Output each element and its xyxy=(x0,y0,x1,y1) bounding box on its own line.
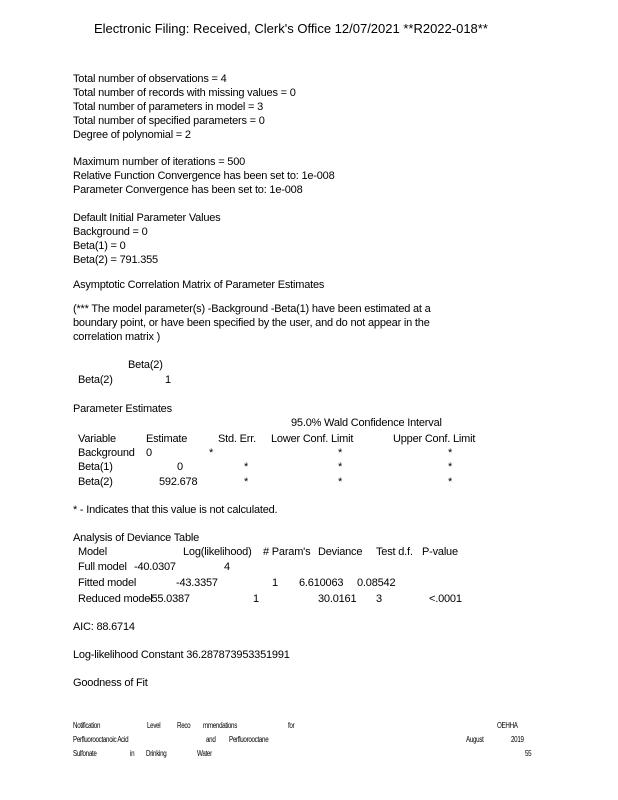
cell-deviance: 30.0161 xyxy=(318,593,357,605)
cell-params: 1 xyxy=(253,593,259,605)
cell-lower: * xyxy=(338,461,343,473)
col-header-loglik: Log(likelihood) xyxy=(183,546,252,558)
estimates-title: Parameter Estimates xyxy=(73,403,172,415)
col-header-params: # Param's xyxy=(263,546,311,558)
cell-stderr: * xyxy=(209,447,214,459)
correlation-value: 1 xyxy=(165,374,171,386)
col-header-estimate: Estimate xyxy=(146,433,188,445)
deviance-title: Analysis of Deviance Table xyxy=(73,532,200,544)
cell-pvalue: <.0001 xyxy=(429,593,462,605)
footer-word: Sulfonate xyxy=(73,749,97,758)
cell-estimate: 592.678 xyxy=(159,476,198,488)
footer-month: August xyxy=(466,735,484,744)
cell-variable: Background xyxy=(78,447,135,459)
summary-line: Total number of records with missing values = 0 xyxy=(73,87,296,99)
cell-model: Reduced model xyxy=(78,593,153,605)
footer-word: Drinking xyxy=(146,749,167,758)
col-header-pvalue: P-value xyxy=(422,546,458,558)
correlation-note: boundary point, or have been specified by the user, and do not appear in the xyxy=(73,317,430,329)
correlation-row-label: Beta(2) xyxy=(78,374,113,386)
cell-params: 1 xyxy=(272,577,278,589)
cell-loglik: -40.0307 xyxy=(134,561,176,573)
footer-word: Perfluorooctanoic Acid xyxy=(73,735,129,744)
cell-lower: * xyxy=(338,476,343,488)
footer-word: in xyxy=(130,749,135,758)
col-header-stderr: Std. Err. xyxy=(218,433,256,445)
col-header-lower: Lower Conf. Limit xyxy=(271,433,354,445)
estimates-footnote: * - Indicates that this value is not calculated. xyxy=(73,504,278,516)
cell-loglik: -43.3357 xyxy=(176,577,218,589)
col-header-df: Test d.f. xyxy=(376,546,413,558)
col-header-model: Model xyxy=(78,546,107,558)
footer-word: mmendations xyxy=(203,721,238,730)
cell-model: Full model xyxy=(78,561,127,573)
default-param-line: Background = 0 xyxy=(73,226,148,238)
footer-word: for xyxy=(288,721,295,730)
cell-stderr: * xyxy=(244,461,249,473)
convergence-line: Parameter Convergence has been set to: 1e-008 xyxy=(73,184,303,196)
correlation-col-header: Beta(2) xyxy=(128,359,163,371)
cell-upper: * xyxy=(448,461,453,473)
page-number: 55 xyxy=(525,749,532,758)
footer-word: and xyxy=(206,735,216,744)
summary-line: Total number of observations = 4 xyxy=(73,73,227,85)
aic-value: AIC: 88.6714 xyxy=(73,621,135,633)
cell-stderr: * xyxy=(244,476,249,488)
cell-estimate: 0 xyxy=(177,461,183,473)
ci-header: 95.0% Wald Confidence Interval xyxy=(291,417,442,429)
default-param-line: Beta(2) = 791.355 xyxy=(73,254,158,266)
cell-df: 0.08542 xyxy=(357,577,396,589)
default-param-line: Beta(1) = 0 xyxy=(73,240,126,252)
convergence-line: Maximum number of iterations = 500 xyxy=(73,156,246,168)
correlation-title: Asymptotic Correlation Matrix of Parameter Estimates xyxy=(73,279,325,291)
footer-word: Perfluorooctane xyxy=(229,735,269,744)
cell-params: 4 xyxy=(224,561,230,573)
goodness-of-fit-heading: Goodness of Fit xyxy=(73,677,148,689)
correlation-note: (*** The model parameter(s) -Background -Beta(1) have been estimated at a xyxy=(73,303,431,315)
footer-word: Level xyxy=(147,721,161,730)
filing-header: Electronic Filing: Received, Clerk's Office 12/07/2021 **R2022-018** xyxy=(94,21,488,36)
cell-df: 3 xyxy=(376,593,382,605)
footer-year: 2019 xyxy=(511,735,524,744)
summary-line: Total number of specified parameters = 0 xyxy=(73,115,265,127)
summary-line: Total number of parameters in model = 3 xyxy=(73,101,263,113)
footer-word: Notification xyxy=(73,721,101,730)
col-header-variable: Variable xyxy=(78,433,116,445)
col-header-upper: Upper Conf. Limit xyxy=(393,433,476,445)
footer-word: Water xyxy=(197,749,212,758)
default-params-title: Default Initial Parameter Values xyxy=(73,212,221,224)
loglik-constant: Log-likelihood Constant 36.287873953351991 xyxy=(73,649,290,661)
summary-line: Degree of polynomial = 2 xyxy=(73,129,191,141)
cell-variable: Beta(2) xyxy=(78,476,113,488)
footer-word: Reco xyxy=(177,721,191,730)
cell-loglik: -55.0387 xyxy=(148,593,190,605)
cell-upper: * xyxy=(448,447,453,459)
cell-estimate: 0 xyxy=(146,447,152,459)
cell-variable: Beta(1) xyxy=(78,461,113,473)
cell-upper: * xyxy=(448,476,453,488)
col-header-deviance: Deviance xyxy=(318,546,363,558)
cell-deviance: 6.610063 xyxy=(299,577,344,589)
cell-lower: * xyxy=(338,447,343,459)
correlation-note: correlation matrix ) xyxy=(73,331,161,343)
footer-org: OEHHA xyxy=(497,721,518,730)
cell-model: Fitted model xyxy=(78,577,137,589)
convergence-line: Relative Function Convergence has been set to: 1e-008 xyxy=(73,170,335,182)
